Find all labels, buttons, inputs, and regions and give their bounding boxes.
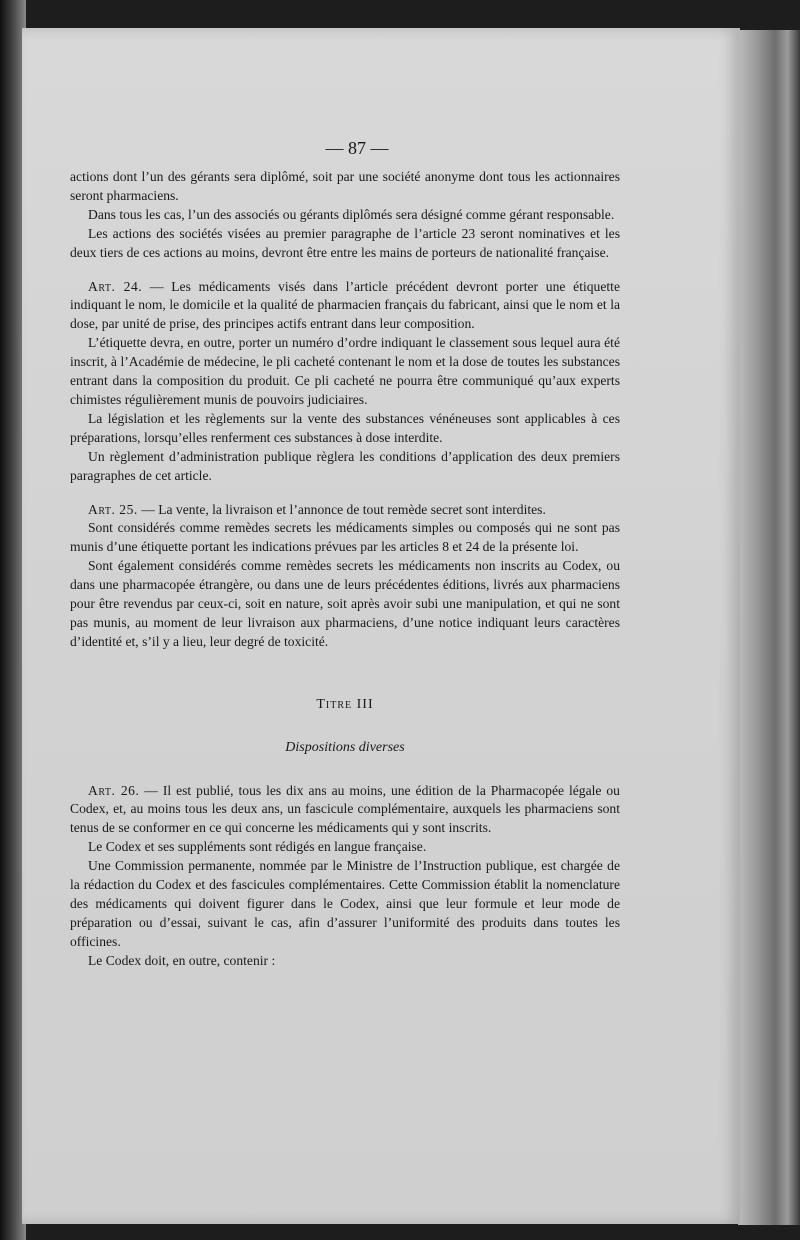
article-text: — Il est publié, tous les dix ans au moins, une édition de la Pharmacopée légale ou Codex, et, au moins tous les deux ans, un fascicule complémentaire, auxquels les pharmaciens sont tenus de se conformer en ce qui concerne les médicaments qui y sont inscrits. xyxy=(70,782,620,836)
paragraph: L’étiquette devra, en outre, porter un numéro d’ordre indiquant le classement sous lequel aura été inscrit, à l’Académie de médecine, le pli cacheté contenant le nom et la dose de toutes les substances entrant dans la composition du produit. Ce pli cacheté ne pourra être communiqué qu’aux experts chimistes régulièrement munis de pouvoirs judiciaires. xyxy=(70,335,620,407)
paragraph: La législation et les règlements sur la vente des substances vénéneuses sont applicables à ces préparations, lorsqu’elles renferment ces substances à dose interdite. xyxy=(70,410,620,445)
book-page xyxy=(22,28,740,1224)
article-25 xyxy=(70,501,620,520)
article-label: Art. 26. xyxy=(88,782,140,798)
article-26 xyxy=(70,782,620,839)
article-text: — La vente, la livraison et l’annonce de tout remède secret sont interdites. xyxy=(137,501,546,517)
page-number: — 87 — xyxy=(325,138,389,158)
article-label: Art. 25. xyxy=(88,501,138,517)
paragraph: Les actions des sociétés visées au premier paragraphe de l’article 23 seront nominatives et les deux tiers de ces actions au moins, devront être entre les mains de porteurs de nationalité française. xyxy=(70,225,620,260)
paragraph: Un règlement d’administration publique règlera les conditions d’application des deux premiers paragraphes de cet article. xyxy=(70,448,620,483)
paragraph: Une Commission permanente, nommée par le Ministre de l’Instruction publique, est chargée de la rédaction du Codex et des fascicules complémentaires. Cette Commission établit la nomenclature des médicaments qui doivent figurer dans le Codex, ainsi que leur formule et leur mode de préparation ou d’essai, suivant le cas, afin d’assurer l’uniformité des produits dans toutes les officines. xyxy=(70,858,620,949)
article-24 xyxy=(70,278,620,335)
page-stack-edge xyxy=(738,30,800,1225)
paragraph: actions dont l’un des gérants sera diplômé, soit par une société anonyme dont tous les actionnaires seront pharmaciens. xyxy=(70,169,620,203)
paragraph: Le Codex doit, en outre, contenir : xyxy=(88,952,276,968)
article-text: — Les médicaments visés dans l’article précédent devront porter une étiquette indiquant le nom, le domicile et la qualité de pharmacien français du fabricant, ainsi que le nom et la dose, par unité de prise, des principes actifs entrant dans leur composition. xyxy=(70,278,620,332)
paragraph: Sont considérés comme remèdes secrets les médicaments simples ou composés qui ne sont pas munis d’une étiquette portant les indications prévues par les articles 8 et 24 de la présente loi. xyxy=(70,520,620,555)
page-body xyxy=(70,168,620,971)
section-subtitle: Dispositions diverses xyxy=(285,739,405,755)
paragraph: Sont également considérés comme remèdes secrets les médicaments non inscrits au Codex, ou dans une pharmacopée étrangère, ou dans une de leurs précédentes éditions, livrés aux pharmaciens pour être revendus par ceux-ci, soit en nature, soit après avoir subi une manipulation, et qui ne sont pas munis, au moment de leur livraison aux pharmaciens, d’une notice indiquant leurs caractères d’identité et, s’il y a lieu, leur degré de toxicité. xyxy=(70,558,620,649)
article-label: Art. 24. xyxy=(88,278,143,294)
section-title: Titre III xyxy=(316,696,374,712)
paragraph: Le Codex et ses suppléments sont rédigés en langue française. xyxy=(88,839,427,855)
paragraph: Dans tous les cas, l’un des associés ou gérants diplômés sera désigné comme gérant responsable. xyxy=(88,206,615,222)
